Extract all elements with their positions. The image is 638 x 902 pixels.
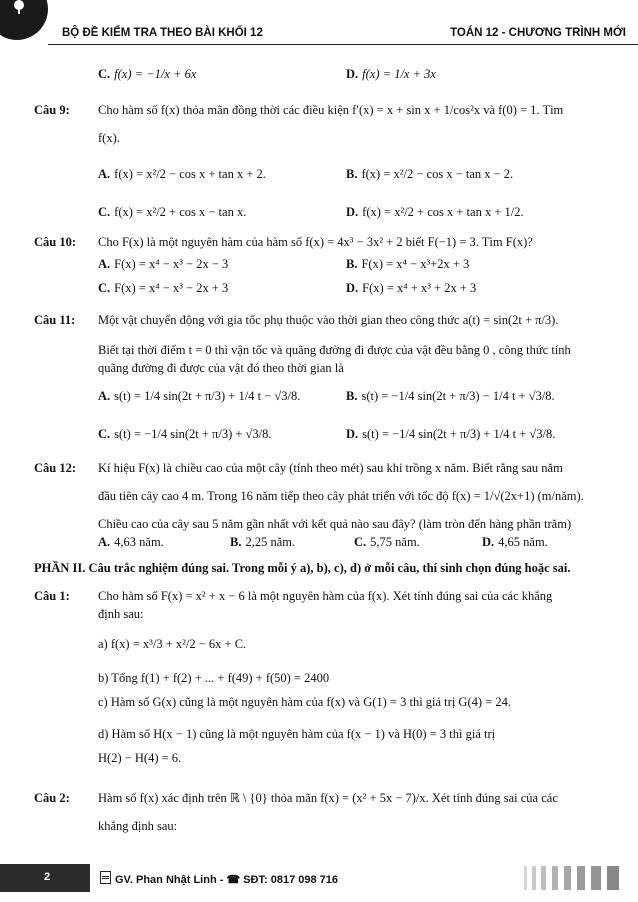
tree-icon xyxy=(12,0,26,14)
p2q2-label: Câu 2: xyxy=(34,791,70,805)
q8-option-c: C. f(x) = −1/x + 6x xyxy=(98,67,197,81)
q11-option-c: C. s(t) = −1/4 sin(2t + π/3) + √3/8. xyxy=(98,427,272,441)
header-right-title: TOÁN 12 - CHƯƠNG TRÌNH MỚI xyxy=(450,27,626,39)
q10-label: Câu 10: xyxy=(34,235,77,249)
q9-option-a: A. f(x) = x²/2 − cos x + tan x + 2. xyxy=(98,167,266,181)
page-header xyxy=(0,0,638,46)
q11-option-a: A. s(t) = 1/4 sin(2t + π/3) + 1/4 t − √3/8. xyxy=(98,389,301,403)
document-icon xyxy=(100,871,111,884)
footer-author: GV. Phan Nhật Linh - ☎ SĐT: 0817 098 716 xyxy=(100,871,338,886)
q11-label: Câu 11: xyxy=(34,313,76,327)
q9-label: Câu 9: xyxy=(34,103,70,117)
q10-option-a: A. F(x) = x⁴ − x³ − 2x − 3 xyxy=(98,257,229,271)
logo xyxy=(0,0,48,40)
q9-text: Cho hàm số f(x) thỏa mãn đồng thời các điều kiện f′(x) = x + sin x + 1/cos²x và f(0) = 1. Tìm xyxy=(98,103,564,117)
q10-option-b: B. F(x) = x⁴ − x³+2x + 3 xyxy=(346,257,470,271)
q11-option-b: B. s(t) = −1/4 sin(2t + π/3) − 1/4 t + √3/8. xyxy=(346,389,555,403)
header-left-title: BỘ ĐỀ KIỂM TRA THEO BÀI KHỐI 12 xyxy=(62,27,263,39)
q9-option-b: B. f(x) = x²/2 − cos x − tan x − 2. xyxy=(346,167,514,181)
q12-option-a: A. 4,63 năm. xyxy=(98,535,164,549)
footer-phone: ☎ SĐT: 0817 098 716 xyxy=(226,874,338,886)
footer-decorative-bars xyxy=(524,866,620,890)
q8-option-d: D. f(x) = 1/x + 3x xyxy=(346,67,436,81)
q12-option-b: B. 2,25 năm. xyxy=(230,535,296,549)
q9-option-c: C. f(x) = x²/2 + cos x − tan x. xyxy=(98,205,247,219)
q9-option-d: D. f(x) = x²/2 + cos x + tan x + 1/2. xyxy=(346,205,524,219)
part2-title: PHẦN II. Câu trắc nghiệm đúng sai. Trong mỗi ý a), b), c), d) ở mỗi câu, thí sinh chọn đúng hoặc sai. xyxy=(34,561,571,575)
q10-option-c: C. F(x) = x⁴ − x³ − 2x + 3 xyxy=(98,281,229,295)
q12-option-d: D. 4,65 năm. xyxy=(482,535,548,549)
page-footer xyxy=(0,864,638,902)
p2q1-label: Câu 1: xyxy=(34,589,70,603)
q12-label: Câu 12: xyxy=(34,461,77,475)
page-number: 2 xyxy=(44,871,51,883)
q12-option-c: C. 5,75 năm. xyxy=(354,535,420,549)
header-divider xyxy=(48,44,638,45)
footer-page-box xyxy=(0,864,90,892)
q10-option-d: D. F(x) = x⁴ + x³ + 2x + 3 xyxy=(346,281,477,295)
q11-option-d: D. s(t) = −1/4 sin(2t + π/3) + 1/4 t + √3/8. xyxy=(346,427,556,441)
